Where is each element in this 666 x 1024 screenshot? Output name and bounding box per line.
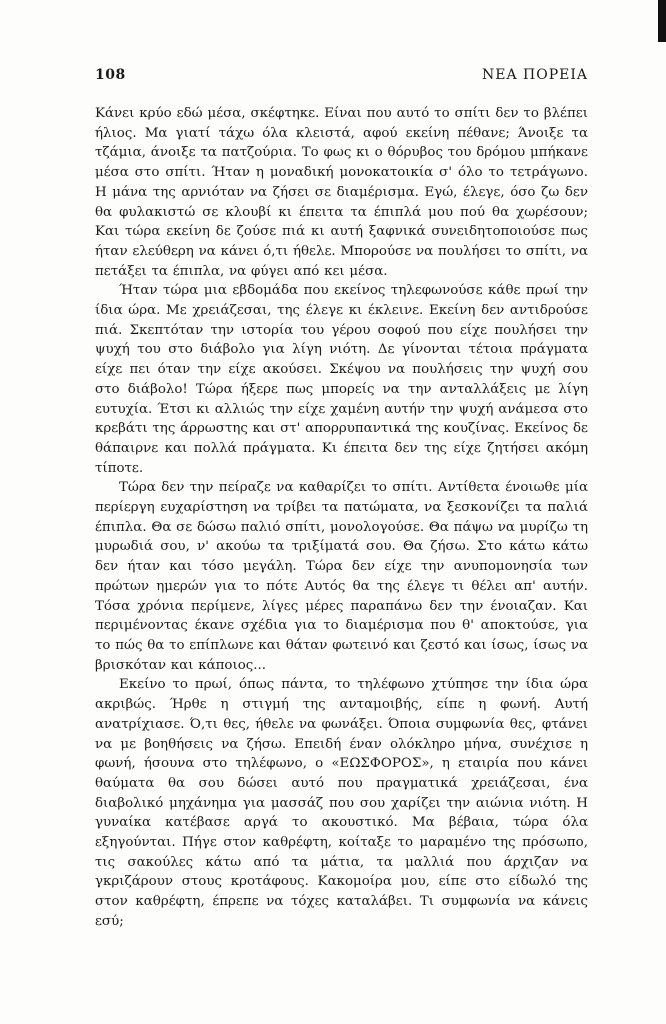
running-title: ΝΕΑ ΠΟΡΕΙΑ — [482, 67, 588, 83]
page-number: 108 — [95, 67, 126, 83]
page-edge-mark — [658, 0, 666, 42]
page-header — [95, 67, 588, 87]
paragraph-3: Τώρα δεν την πείραζε να καθαρίζει το σπίτι. Αντίθετα ένοιωθε μία περίεργη ευχαρίστηση να τρίβει τα πατώματα, να ξεσκονίζει τα παλιά έπιπλα. Θα σε δώσω παλιό σπίτι, μονολογούσε. Θα πάψω να μυρίζω τη μυρωδιά σου, ν' ακούω τα τριξίματά σου. Θα ζήσω. Στο κάτω κάτω δεν ήταν και τόσο μεγάλη. Τώρα δεν είχε την ανυπομονησία των πρώτων ημερών για το πότε Αυτός θα της έλεγε τι θέλει απ' αυτήν. Τόσα χρόνια περίμενε, λίγες μέρες παραπάνω δεν την ένοιαζαν. Και περιμένοντας έκανε σχέδια για το διαμέρισμα που θ' αποκτούσε, για το πώς θα το επίπλωνε και θάταν φωτεινό και ζεστό και ίσως, ίσως να βρισκόταν και κάποιος... — [95, 480, 589, 673]
paragraph-2: Ήταν τώρα μια εβδομάδα που εκείνος τηλεφωνούσε κάθε πρωί την ίδια ώρα. Με χρειάζεσαι, της έλεγε κι έκλεινε. Εκείνη δεν αντιδρούσε πιά. Σκεπτόταν την ιστορία του γέρου σοφού που είχε πουλήσει την ψυχή του στο διάβολο για λίγη νιότη. Δε γίνονται τέτοια πράγματα είχε πει όταν την είχε ακούσει. Σκέψου να πουλήσεις την ψυχή σου στο διάβολο! Τώρα ήξερε πως μπορείς να την ανταλλάξεις με λίγη ευτυχία. Έτσι κι αλλιώς την είχε χαμένη αυτήν την ψυχή ανάμεσα στο κρεβάτι της άρρωστης και στ' απορρυπαντικά της κουζίνας. Εκείνος δε θάπαιρνε και πολλά πράγματα. Κι έπειτα δεν της είχε ζητήσει ακόμη τίποτε. — [95, 283, 588, 476]
body-text — [95, 104, 588, 932]
paragraph-4: Εκείνο το πρωί, όπως πάντα, το τηλέφωνο χτύπησε την ίδια ώρα ακριβώς. Ήρθε η στιγμή της ανταμοιβής, είπε η φωνή. Αυτή ανατρίχιασε. Ό,τι θες, ήθελε να φωνάξει. Όποια συμφωνία θες, φτάνει να με βοηθήσεις να ζήσω. Επειδή έναν ολόκληρο μήνα, συνέχισε η φωνή, ήσουνα στο τηλέφωνο, ο «ΕΩΣΦΟΡΟΣ», η εταιρία που κάνει θαύματα θα σου δώσει αυτό που πραγματικά χρειάζεσαι, ένα διαβολικό μηχάνημα για μασσάζ που σου χαρίζει την αιώνια νιότη. Η γυναίκα κατέβασε αργά το ακουστικό. Μα βέβαια, τώρα όλα εξηγούνται. Πήγε στον καθρέφτη, κοίταξε το μαραμένο της πρόσωπο, τις σακούλες κάτω από τα μάτια, τα μαλλιά που άρχιζαν να γκριζάρουν στους κροτάφους. Κακομοίρα μου, είπε στο είδωλό της στον καθρέφτη, έπρεπε να τόχες καταλάβει. Τι συμφωνία να κάνεις εσύ; — [95, 677, 588, 929]
paragraph-1: Κάνει κρύο εδώ μέσα, σκέφτηκε. Είναι που αυτό το σπίτι δεν το βλέπει ήλιος. Μα γιατί τάχω όλα κλειστά, αφού εκείνη πέθανε; Άνοιξε τα τζάμια, άνοιξε τα πατζούρια. Το φως κι ο θόρυβος του δρόμου μπήκανε μέσα στο σπίτι. Ήταν η μοναδική μονοκατοικία σ' όλο το τετράγωνο. Η μάνα της αρνιόταν να ζήσει σε διαμέρισμα. Εγώ, έλεγε, όσο ζω δεν θα φυλακιστώ σε κλουβί κι έπειτα τα έπιπλά μου πού θα χωρέσουν; Και τώρα εκείνη δε ζούσε πιά κι αυτή ξαφνικά συνειδητοποιούσε πως ήταν ελεύθερη να κάνει ό,τι ήθελε. Μπορούσε να πουλήσει το σπίτι, να πετάξει τα έπιπλα, να φύγει από κει μέσα. — [95, 106, 588, 279]
